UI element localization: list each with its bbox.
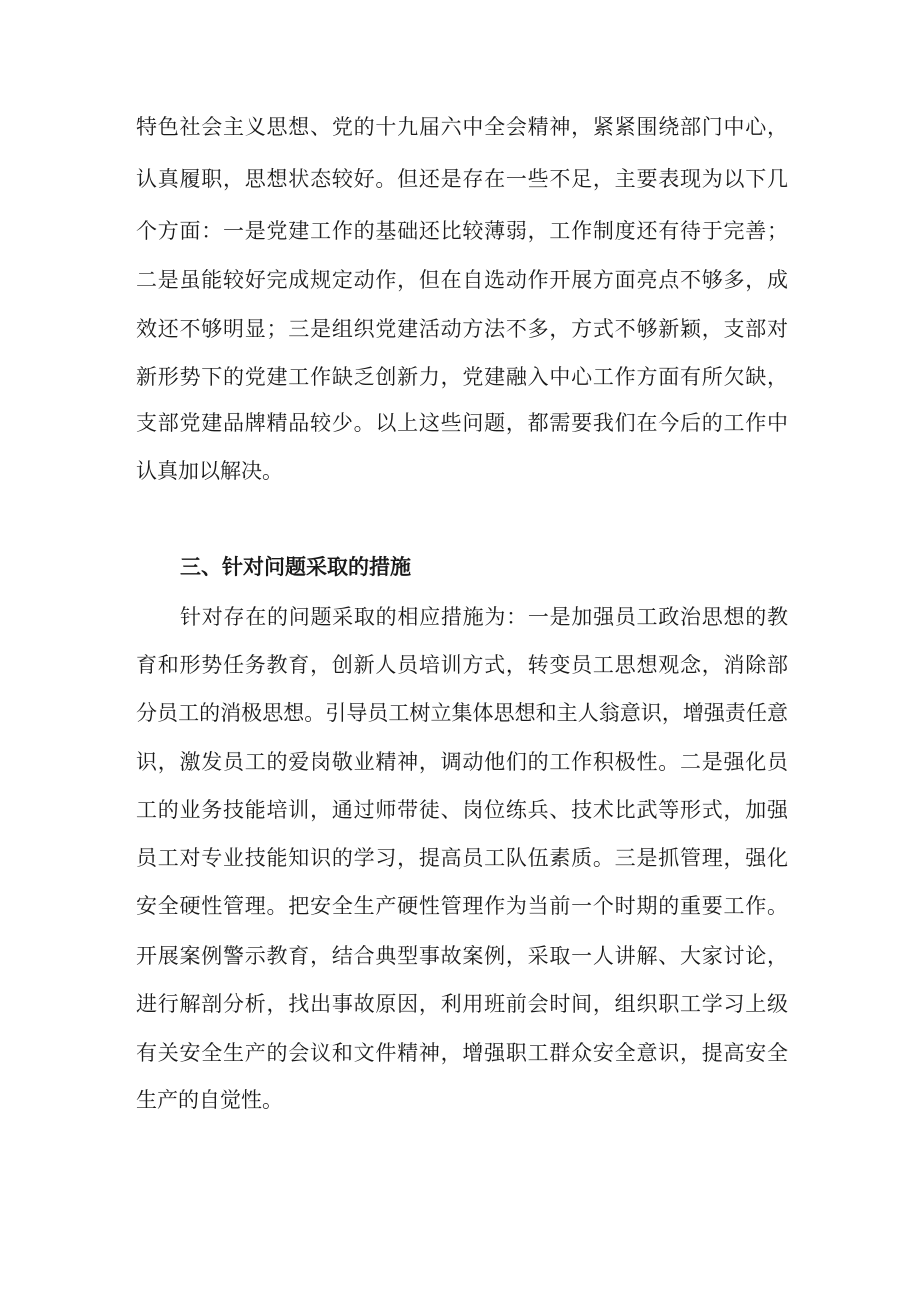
paragraph-line: 开展案例警示教育，结合典型事故案例，采取一人讲解、大家讨论， bbox=[136, 944, 788, 968]
paragraph-line: 生产的自觉性。 bbox=[136, 1088, 283, 1112]
paragraph-line: 识，激发员工的爱岗敬业精神，调动他们的工作积极性。二是强化员 bbox=[136, 750, 788, 774]
paragraph-line: 进行解剖分析，找出事故原因，利用班前会时间，组织职工学习上级 bbox=[136, 992, 788, 1016]
paragraph-line: 认真履职，思想状态较好。但还是存在一些不足，主要表现为以下几 bbox=[136, 167, 788, 191]
paragraph-line: 支部党建品牌精品较少。以上这些问题，都需要我们在今后的工作中 bbox=[136, 411, 788, 435]
paragraph-line: 新形势下的党建工作缺乏创新力，党建融入中心工作方面有所欠缺， bbox=[136, 365, 788, 389]
paragraph-line: 个方面：一是党建工作的基础还比较薄弱，工作制度还有待于完善； bbox=[136, 219, 788, 243]
section-heading: 三、针对问题采取的措施 bbox=[180, 555, 411, 579]
paragraph-line: 工的业务技能培训，通过师带徒、岗位练兵、技术比武等形式，加强 bbox=[136, 798, 788, 822]
paragraph-line: 二是虽能较好完成规定动作，但在自选动作开展方面亮点不够多，成 bbox=[136, 268, 788, 292]
paragraph-line: 安全硬性管理。把安全生产硬性管理作为当前一个时期的重要工作。 bbox=[136, 894, 788, 918]
paragraph-line: 效还不够明显；三是组织党建活动方法不多，方式不够新颖，支部对 bbox=[136, 317, 788, 341]
paragraph-line: 有关安全生产的会议和文件精神，增强职工群众安全意识，提高安全 bbox=[136, 1041, 788, 1065]
paragraph-line: 分员工的消极思想。引导员工树立集体思想和主人翁意识，增强责任意 bbox=[136, 701, 788, 725]
paragraph-line: 针对存在的问题采取的相应措施为：一是加强员工政治思想的教 bbox=[180, 605, 788, 629]
paragraph-line: 育和形势任务教育，创新人员培训方式，转变员工思想观念，消除部 bbox=[136, 653, 788, 677]
paragraph-line: 特色社会主义思想、党的十九届六中全会精神，紧紧围绕部门中心， bbox=[136, 115, 788, 139]
paragraph-line: 员工对专业技能知识的学习，提高员工队伍素质。三是抓管理，强化 bbox=[136, 846, 788, 870]
paragraph-line: 认真加以解决。 bbox=[136, 459, 283, 483]
